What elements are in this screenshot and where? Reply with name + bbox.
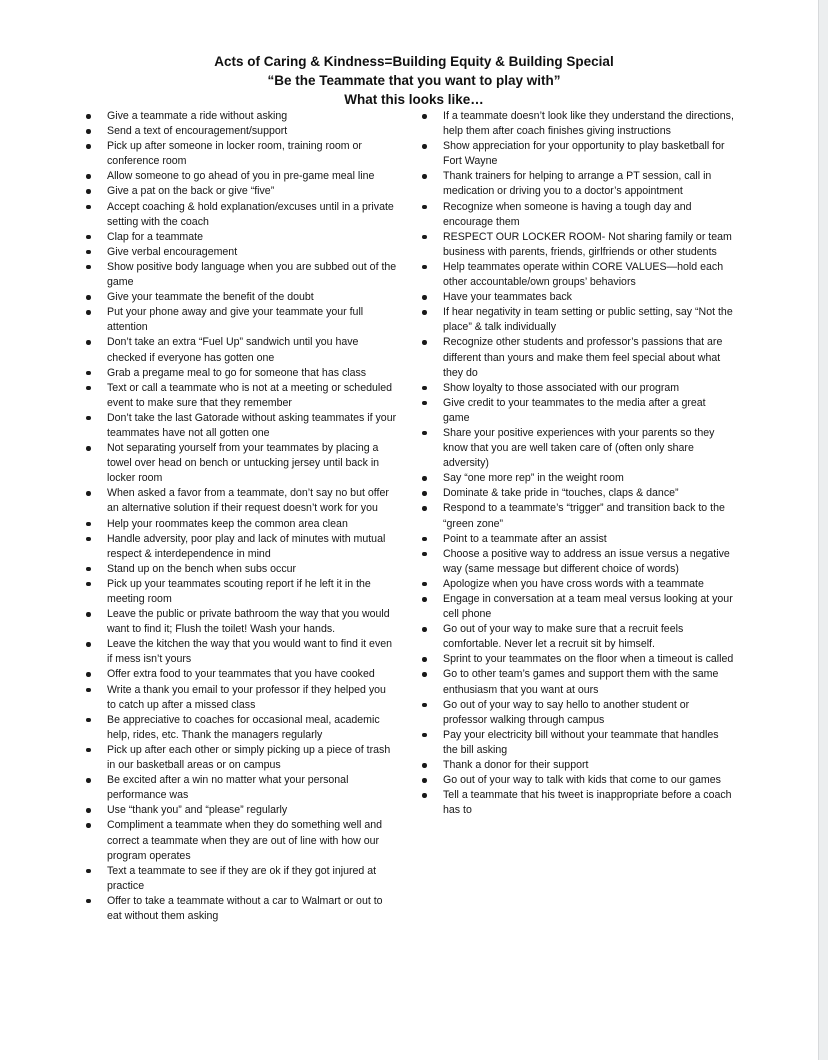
list-item: Show positive body language when you are subbed out of the game xyxy=(107,260,397,290)
list-item: If a teammate doesn’t look like they understand the directions, help them after coach finishes giving instructions xyxy=(443,109,735,139)
list-item: Allow someone to go ahead of you in pre-game meal line xyxy=(107,169,397,184)
list-item: Be excited after a win no matter what your personal performance was xyxy=(107,773,397,803)
list-item: Pick up your teammates scouting report if he left it in the meeting room xyxy=(107,577,397,607)
document-lead: What this looks like… xyxy=(344,92,484,107)
document-header xyxy=(0,52,828,109)
list-item: Share your positive experiences with your parents so they know that you are well taken care of (often only share adversity) xyxy=(443,426,735,471)
list-item: Give verbal encouragement xyxy=(107,245,397,260)
list-item: Offer to take a teammate without a car to Walmart or out to eat without them asking xyxy=(107,894,397,924)
list-item: Help your roommates keep the common area clean xyxy=(107,517,397,532)
list-item: Engage in conversation at a team meal versus looking at your cell phone xyxy=(443,592,735,622)
list-item: If hear negativity in team setting or public setting, say “Not the place” & talk individually xyxy=(443,305,735,335)
list-item: Go out of your way to make sure that a recruit feels comfortable. Never let a recruit sit by himself. xyxy=(443,622,735,652)
list-item: RESPECT OUR LOCKER ROOM- Not sharing family or team business with parents, friends, girlfriends or other students xyxy=(443,230,735,260)
list-item: Offer extra food to your teammates that you have cooked xyxy=(107,667,397,682)
list-item: Not separating yourself from your teammates by placing a towel over head on bench or untucking jersey until back in locker room xyxy=(107,441,397,486)
list-item: Compliment a teammate when they do something well and correct a teammate when they are out of line with how our program operates xyxy=(107,818,397,863)
list-item: Go out of your way to say hello to another student or professor walking through campus xyxy=(443,698,735,728)
left-bullet-list xyxy=(107,109,397,924)
list-item: Be appreciative to coaches for occasional meal, academic help, rides, etc. Thank the managers regularly xyxy=(107,713,397,743)
list-item: Have your teammates back xyxy=(443,290,735,305)
right-bullet-list xyxy=(443,109,735,818)
list-item: Don’t take the last Gatorade without asking teammates if your teammates have not all gotten one xyxy=(107,411,397,441)
list-item: Send a text of encouragement/support xyxy=(107,124,397,139)
list-item: Use “thank you” and “please” regularly xyxy=(107,803,397,818)
list-item: Text a teammate to see if they are ok if they got injured at practice xyxy=(107,864,397,894)
list-item: Go to other team’s games and support them with the same enthusiasm that you want at ours xyxy=(443,667,735,697)
list-item: Respond to a teammate’s “trigger” and transition back to the “green zone” xyxy=(443,501,735,531)
list-item: Recognize other students and professor’s passions that are different than yours and make them feel special about what they do xyxy=(443,335,735,380)
list-item: Don’t take an extra “Fuel Up” sandwich until you have checked if everyone has gotten one xyxy=(107,335,397,365)
document-title: Acts of Caring & Kindness=Building Equity & Building Special xyxy=(214,54,614,69)
list-item: Go out of your way to talk with kids that come to our games xyxy=(443,773,735,788)
list-item: Text or call a teammate who is not at a meeting or scheduled event to make sure that they remember xyxy=(107,381,397,411)
list-item: Pick up after each other or simply picking up a piece of trash in our basketball areas or on campus xyxy=(107,743,397,773)
list-item: Put your phone away and give your teammate your full attention xyxy=(107,305,397,335)
list-item: Say “one more rep” in the weight room xyxy=(443,471,735,486)
list-item: Write a thank you email to your professor if they helped you to catch up after a missed class xyxy=(107,683,397,713)
list-item: Give a teammate a ride without asking xyxy=(107,109,397,124)
list-item: Accept coaching & hold explanation/excuses until in a private setting with the coach xyxy=(107,200,397,230)
list-item: Dominate & take pride in “touches, claps & dance” xyxy=(443,486,735,501)
list-item: Sprint to your teammates on the floor when a timeout is called xyxy=(443,652,735,667)
list-item: Pay your electricity bill without your teammate that handles the bill asking xyxy=(443,728,735,758)
list-item: Tell a teammate that his tweet is inappropriate before a coach has to xyxy=(443,788,735,818)
list-item: Choose a positive way to address an issue versus a negative way (same message but different choice of words) xyxy=(443,547,735,577)
list-item: Point to a teammate after an assist xyxy=(443,532,735,547)
list-item: Clap for a teammate xyxy=(107,230,397,245)
list-item: Stand up on the bench when subs occur xyxy=(107,562,397,577)
list-item: When asked a favor from a teammate, don’t say no but offer an alternative solution if their request doesn’t work for you xyxy=(107,486,397,516)
list-item: Pick up after someone in locker room, training room or conference room xyxy=(107,139,397,169)
list-item: Show appreciation for your opportunity to play basketball for Fort Wayne xyxy=(443,139,735,169)
list-item: Thank a donor for their support xyxy=(443,758,735,773)
list-item: Leave the public or private bathroom the way that you would want to find it; Flush the toilet! Wash your hands. xyxy=(107,607,397,637)
list-item: Recognize when someone is having a tough day and encourage them xyxy=(443,200,735,230)
list-item: Grab a pregame meal to go for someone that has class xyxy=(107,366,397,381)
list-item: Apologize when you have cross words with a teammate xyxy=(443,577,735,592)
list-item: Leave the kitchen the way that you would want to find it even if mess isn’t yours xyxy=(107,637,397,667)
list-item: Give your teammate the benefit of the doubt xyxy=(107,290,397,305)
list-item: Handle adversity, poor play and lack of minutes with mutual respect & interdependence in mind xyxy=(107,532,397,562)
list-item: Give a pat on the back or give “five” xyxy=(107,184,397,199)
list-item: Thank trainers for helping to arrange a PT session, call in medication or driving you to a doctor’s appointment xyxy=(443,169,735,199)
list-item: Help teammates operate within CORE VALUES—hold each other accountable/own groups’ behaviors xyxy=(443,260,735,290)
document-subtitle: “Be the Teammate that you want to play with” xyxy=(267,73,561,88)
list-item: Show loyalty to those associated with our program xyxy=(443,381,735,396)
list-item: Give credit to your teammates to the media after a great game xyxy=(443,396,735,426)
